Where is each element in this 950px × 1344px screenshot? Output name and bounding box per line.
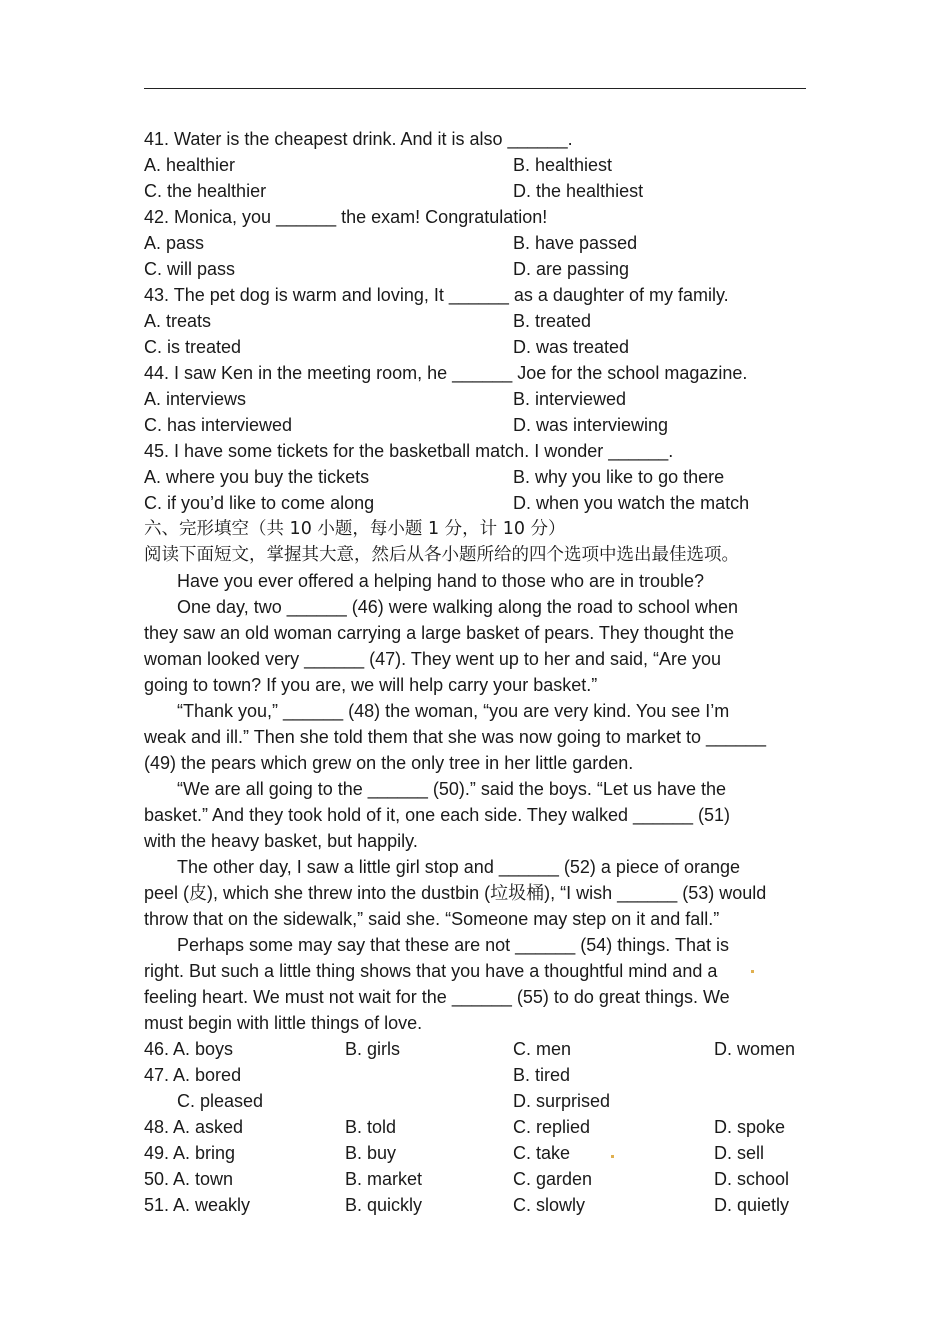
option-c: C. the healthier — [144, 181, 267, 201]
cloze-options-50: 50. A. town B. market C. garden D. school — [144, 1169, 790, 1189]
scan-speck — [751, 970, 754, 973]
option-b: B. treated — [513, 311, 592, 331]
option-b: B. healthiest — [513, 155, 613, 175]
passage-line: throw that on the sidewalk,” said she. “Someone may step on it and fall.” — [144, 909, 720, 929]
passage-line: weak and ill.” Then she told them that she was now going to market to ______ — [144, 727, 767, 747]
question-43: 43. The pet dog is warm and loving, It ______ as a daughter of my family. — [144, 285, 729, 305]
passage-line: with the heavy basket, but happily. — [144, 831, 418, 851]
passage-line: must begin with little things of love. — [144, 1013, 423, 1033]
option-d: D. the healthiest — [513, 181, 644, 201]
cloze-options-46: 46. A. boys B. girls C. men D. women — [144, 1039, 796, 1059]
passage-line: One day, two ______ (46) were walking along the road to school when — [177, 597, 739, 617]
options-row — [144, 230, 808, 256]
option-b: B. interviewed — [513, 389, 627, 409]
cloze-options-49: 49. A. bring B. buy C. take D. sell — [144, 1143, 765, 1163]
options-row — [144, 152, 808, 178]
passage-line: right. But such a little thing shows that you have a thoughtful mind and a — [144, 961, 718, 981]
option-b: B. why you like to go there — [513, 467, 725, 487]
passage-line: basket.” And they took hold of it, one each side. They walked ______ (51) — [144, 805, 731, 825]
question-41: 41. Water is the cheapest drink. And it is also ______. — [144, 129, 573, 149]
option-a: A. treats — [144, 311, 212, 331]
options-row — [144, 464, 808, 490]
scan-speck — [611, 1155, 614, 1158]
options-row — [144, 256, 808, 282]
passage-line: Have you ever offered a helping hand to those who are in trouble? — [177, 571, 705, 591]
section-heading: 六、完形填空（共 10 小题，每小题 1 分，计 10 分） — [144, 519, 566, 539]
option-c: C. will pass — [144, 259, 236, 279]
options-row — [144, 490, 808, 516]
passage-line: peel (皮), which she threw into the dustbin (垃圾桶), “I wish ______ (53) would — [144, 883, 767, 903]
cloze-options-47-cont: C. pleased D. surprised — [177, 1091, 611, 1111]
passage-line: woman looked very ______ (47). They went up to her and said, “Are you — [144, 649, 722, 669]
question-44: 44. I saw Ken in the meeting room, he ______ Joe for the school magazine. — [144, 363, 748, 383]
question-42: 42. Monica, you ______ the exam! Congratulation! — [144, 207, 548, 227]
options-row — [144, 386, 808, 412]
passage-line: (49) the pears which grew on the only tree in her little garden. — [144, 753, 634, 773]
cloze-options-51: 51. A. weakly B. quickly C. slowly D. quietly — [144, 1195, 790, 1215]
option-a: A. interviews — [144, 389, 247, 409]
option-d: D. was interviewing — [513, 415, 669, 435]
passage-line: feeling heart. We must not wait for the ______ (55) to do great things. We — [144, 987, 730, 1007]
option-d: D. was treated — [513, 337, 630, 357]
question-45: 45. I have some tickets for the basketball match. I wonder ______. — [144, 441, 674, 461]
option-a: A. where you buy the tickets — [144, 467, 370, 487]
options-row — [144, 412, 808, 438]
exam-content — [144, 126, 808, 1218]
option-c: C. if you’d like to come along — [144, 493, 375, 513]
header-rule — [144, 88, 806, 89]
passage-line: Perhaps some may say that these are not ______ (54) things. That is — [177, 935, 729, 955]
option-a: A. pass — [144, 233, 205, 253]
options-row — [144, 308, 808, 334]
option-a: A. healthier — [144, 155, 236, 175]
options-row — [144, 178, 808, 204]
cloze-options-48: 48. A. asked B. told C. replied D. spoke — [144, 1117, 786, 1137]
cloze-options-47: 47. A. bored B. tired — [144, 1065, 571, 1085]
passage-line: going to town? If you are, we will help carry your basket.” — [144, 675, 598, 695]
option-c: C. is treated — [144, 337, 242, 357]
section-instruction: 阅读下面短文，掌握其大意，然后从各小题所给的四个选项中选出最佳选项。 — [144, 545, 739, 565]
option-d: D. are passing — [513, 259, 630, 279]
passage-line: The other day, I saw a little girl stop and ______ (52) a piece of orange — [177, 857, 741, 877]
option-c: C. has interviewed — [144, 415, 293, 435]
passage-line: they saw an old woman carrying a large basket of pears. They thought the — [144, 623, 735, 643]
option-b: B. have passed — [513, 233, 638, 253]
option-d: D. when you watch the match — [513, 493, 750, 513]
passage-line: “Thank you,” ______ (48) the woman, “you are very kind. You see I’m — [177, 701, 730, 721]
options-row — [144, 334, 808, 360]
passage-line: “We are all going to the ______ (50).” said the boys. “Let us have the — [177, 779, 726, 799]
